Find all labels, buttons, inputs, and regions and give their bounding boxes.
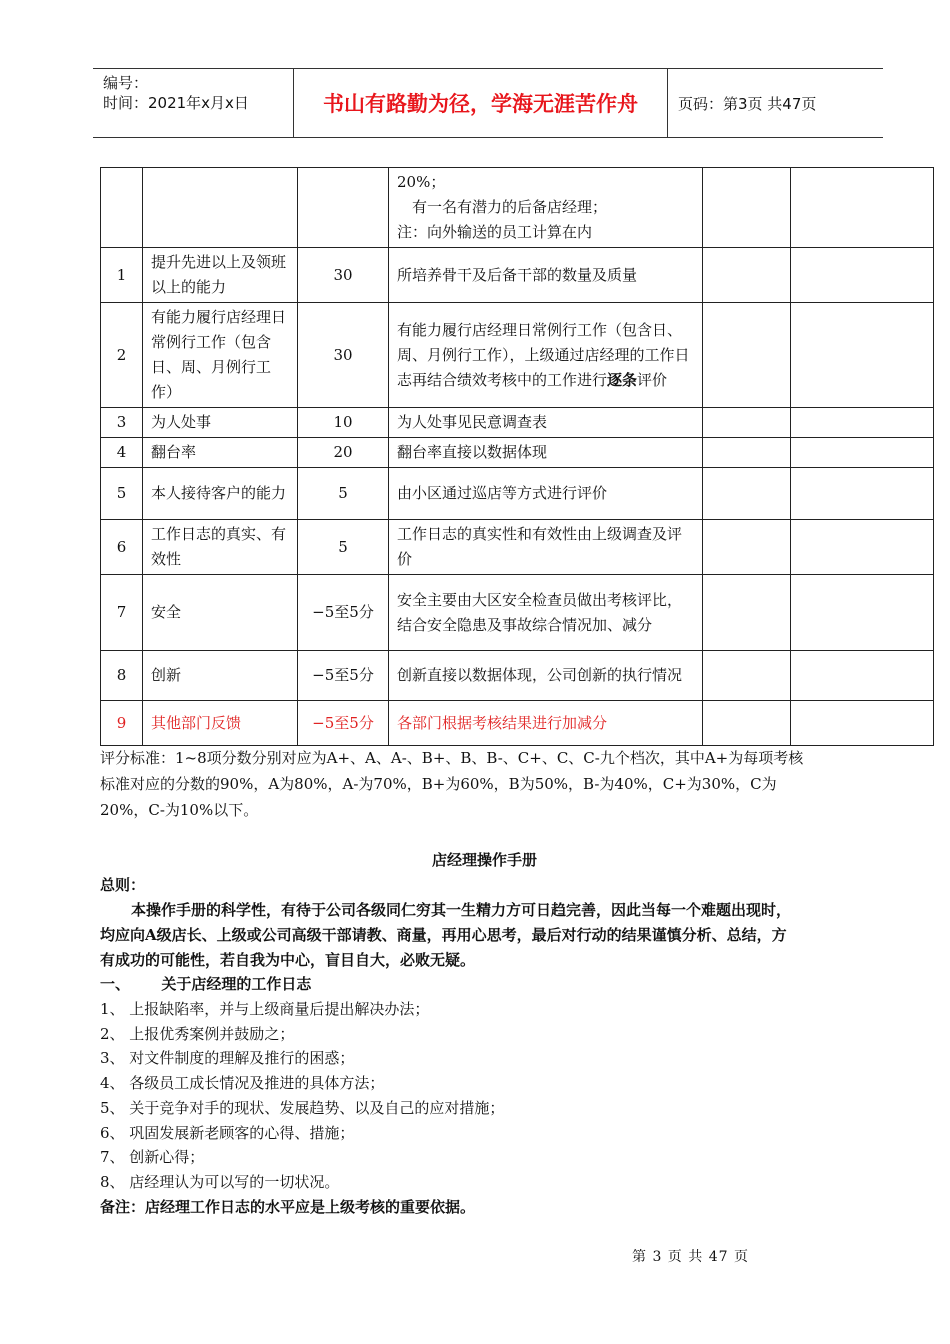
list-item: 3、 对文件制度的理解及推行的困惑； bbox=[100, 1049, 355, 1067]
cell-item: 本人接待客户的能力 bbox=[143, 468, 298, 520]
cell-item: 翻台率 bbox=[143, 438, 298, 468]
cell-extra bbox=[703, 520, 791, 575]
cell-score: −5至5分 bbox=[298, 575, 389, 651]
cell-desc: 20%； 有一名有潜力的后备店经理； 注：向外输送的员工计算在内 bbox=[389, 168, 703, 248]
scoring-line: 评分标准：1~8项分数分别对应为A+、A、A-、B+、B、B-、C+、C、C-九个档次，其中A+为每项考核 bbox=[100, 749, 804, 767]
cell-extra bbox=[703, 303, 791, 408]
cell-extra bbox=[791, 468, 934, 520]
cell-extra bbox=[791, 520, 934, 575]
cell-score: 20 bbox=[298, 438, 389, 468]
cell-extra bbox=[791, 248, 934, 303]
header-page: 页码：第3页 共47页 bbox=[678, 94, 817, 113]
cell-extra bbox=[703, 575, 791, 651]
note: 备注：店经理工作日志的水平应是上级考核的重要依据。 bbox=[100, 1198, 476, 1216]
table-row bbox=[101, 575, 934, 651]
cell-score: 30 bbox=[298, 248, 389, 303]
table-row bbox=[101, 651, 934, 701]
cell-extra bbox=[703, 248, 791, 303]
page-header bbox=[93, 68, 883, 138]
cell-desc: 为人处事见民意调查表 bbox=[389, 408, 703, 438]
cell-extra bbox=[791, 438, 934, 468]
scoring-line: 标准对应的分数的90%，A为80%，A-为70%，B+为60%，B为50%，B-为40%，C+为30%，C为 bbox=[100, 775, 777, 793]
general-label: 总则： bbox=[100, 876, 146, 894]
cell-no: 4 bbox=[101, 438, 143, 468]
cell-extra bbox=[703, 408, 791, 438]
cell-desc: 有能力履行店经理日常例行工作（包含日、周、月例行工作），上级通过店经理的工作日志再结合绩效考核中的工作进行逐条评价 bbox=[389, 303, 703, 408]
general-paragraph: 本操作手册的科学性，有待于公司各级同仁穷其一生精力方可日趋完善，因此当每一个难题出现时， bbox=[131, 901, 792, 919]
list-item: 8、 店经理认为可以写的一切状况。 bbox=[100, 1173, 340, 1191]
cell-score: 5 bbox=[298, 520, 389, 575]
table-row bbox=[101, 468, 934, 520]
cell-extra bbox=[791, 575, 934, 651]
table-row bbox=[101, 303, 934, 408]
cell-no: 9 bbox=[101, 701, 143, 746]
page-footer: 第 3 页 共 47 页 bbox=[632, 1249, 749, 1265]
cell-item: 为人处事 bbox=[143, 408, 298, 438]
cell-item: 提升先进以上及领班以上的能力 bbox=[143, 248, 298, 303]
cell-extra bbox=[703, 651, 791, 701]
cell-score: 30 bbox=[298, 303, 389, 408]
evaluation-table bbox=[100, 167, 934, 746]
section-title: 一、 关于店经理的工作日志 bbox=[100, 975, 312, 993]
header-number: 编号： bbox=[103, 74, 149, 92]
cell-desc: 由小区通过巡店等方式进行评价 bbox=[389, 468, 703, 520]
cell-no: 2 bbox=[101, 303, 143, 408]
list-item: 6、 巩固发展新老顾客的心得、措施； bbox=[100, 1124, 355, 1142]
list-item: 7、 创新心得； bbox=[100, 1148, 205, 1166]
cell-extra bbox=[703, 168, 791, 248]
cell-no: 8 bbox=[101, 651, 143, 701]
header-motto: 书山有路勤为径，学海无涯苦作舟 bbox=[294, 69, 668, 137]
cell-desc: 所培养骨干及后备干部的数量及质量 bbox=[389, 248, 703, 303]
cell-item: 其他部门反馈 bbox=[143, 701, 298, 746]
cell-extra bbox=[791, 408, 934, 438]
cell-desc: 工作日志的真实性和有效性由上级调查及评价 bbox=[389, 520, 703, 575]
table-row bbox=[101, 701, 934, 746]
cell-no bbox=[101, 168, 143, 248]
table-row bbox=[101, 248, 934, 303]
cell-extra bbox=[791, 651, 934, 701]
cell-extra bbox=[703, 701, 791, 746]
header-meta bbox=[93, 69, 294, 137]
cell-score: −5至5分 bbox=[298, 651, 389, 701]
cell-extra bbox=[703, 468, 791, 520]
cell-no: 7 bbox=[101, 575, 143, 651]
cell-desc: 创新直接以数据体现，公司创新的执行情况 bbox=[389, 651, 703, 701]
cell-no: 1 bbox=[101, 248, 143, 303]
general-paragraph: 均应向A级店长、上级或公司高级干部请教、商量，再用心思考，最后对行动的结果谨慎分析、总结，方 bbox=[100, 926, 787, 944]
list-item: 4、 各级员工成长情况及推进的具体方法； bbox=[100, 1074, 385, 1092]
cell-score: 5 bbox=[298, 468, 389, 520]
cell-item: 工作日志的真实、有效性 bbox=[143, 520, 298, 575]
cell-item: 有能力履行店经理日常例行工作（包含日、周、月例行工作） bbox=[143, 303, 298, 408]
cell-item: 安全 bbox=[143, 575, 298, 651]
scoring-line: 20%，C-为10%以下。 bbox=[100, 801, 259, 819]
list-item: 1、 上报缺陷率，并与上级商量后提出解决办法； bbox=[100, 1000, 430, 1018]
manual-title: 店经理操作手册 bbox=[432, 851, 538, 869]
cell-item bbox=[143, 168, 298, 248]
list-item: 5、 关于竞争对手的现状、发展趋势、以及自己的应对措施； bbox=[100, 1099, 505, 1117]
cell-item: 创新 bbox=[143, 651, 298, 701]
cell-no: 3 bbox=[101, 408, 143, 438]
cell-score: 10 bbox=[298, 408, 389, 438]
cell-no: 5 bbox=[101, 468, 143, 520]
cell-desc: 各部门根据考核结果进行加减分 bbox=[389, 701, 703, 746]
general-paragraph: 有成功的可能性，若自我为中心，盲目自大，必败无疑。 bbox=[100, 951, 476, 969]
table-row bbox=[101, 168, 934, 248]
cell-extra bbox=[791, 701, 934, 746]
list-item: 2、 上报优秀案例并鼓励之； bbox=[100, 1025, 295, 1043]
cell-score bbox=[298, 168, 389, 248]
cell-desc: 安全主要由大区安全检查员做出考核评比，结合安全隐患及事故综合情况加、减分 bbox=[389, 575, 703, 651]
table-row bbox=[101, 408, 934, 438]
table-row bbox=[101, 438, 934, 468]
cell-extra bbox=[703, 438, 791, 468]
header-time: 时间：2021年x月x日 bbox=[103, 94, 249, 112]
cell-extra bbox=[791, 168, 934, 248]
cell-score: −5至5分 bbox=[298, 701, 389, 746]
cell-no: 6 bbox=[101, 520, 143, 575]
cell-desc: 翻台率直接以数据体现 bbox=[389, 438, 703, 468]
cell-extra bbox=[791, 303, 934, 408]
table-row bbox=[101, 520, 934, 575]
